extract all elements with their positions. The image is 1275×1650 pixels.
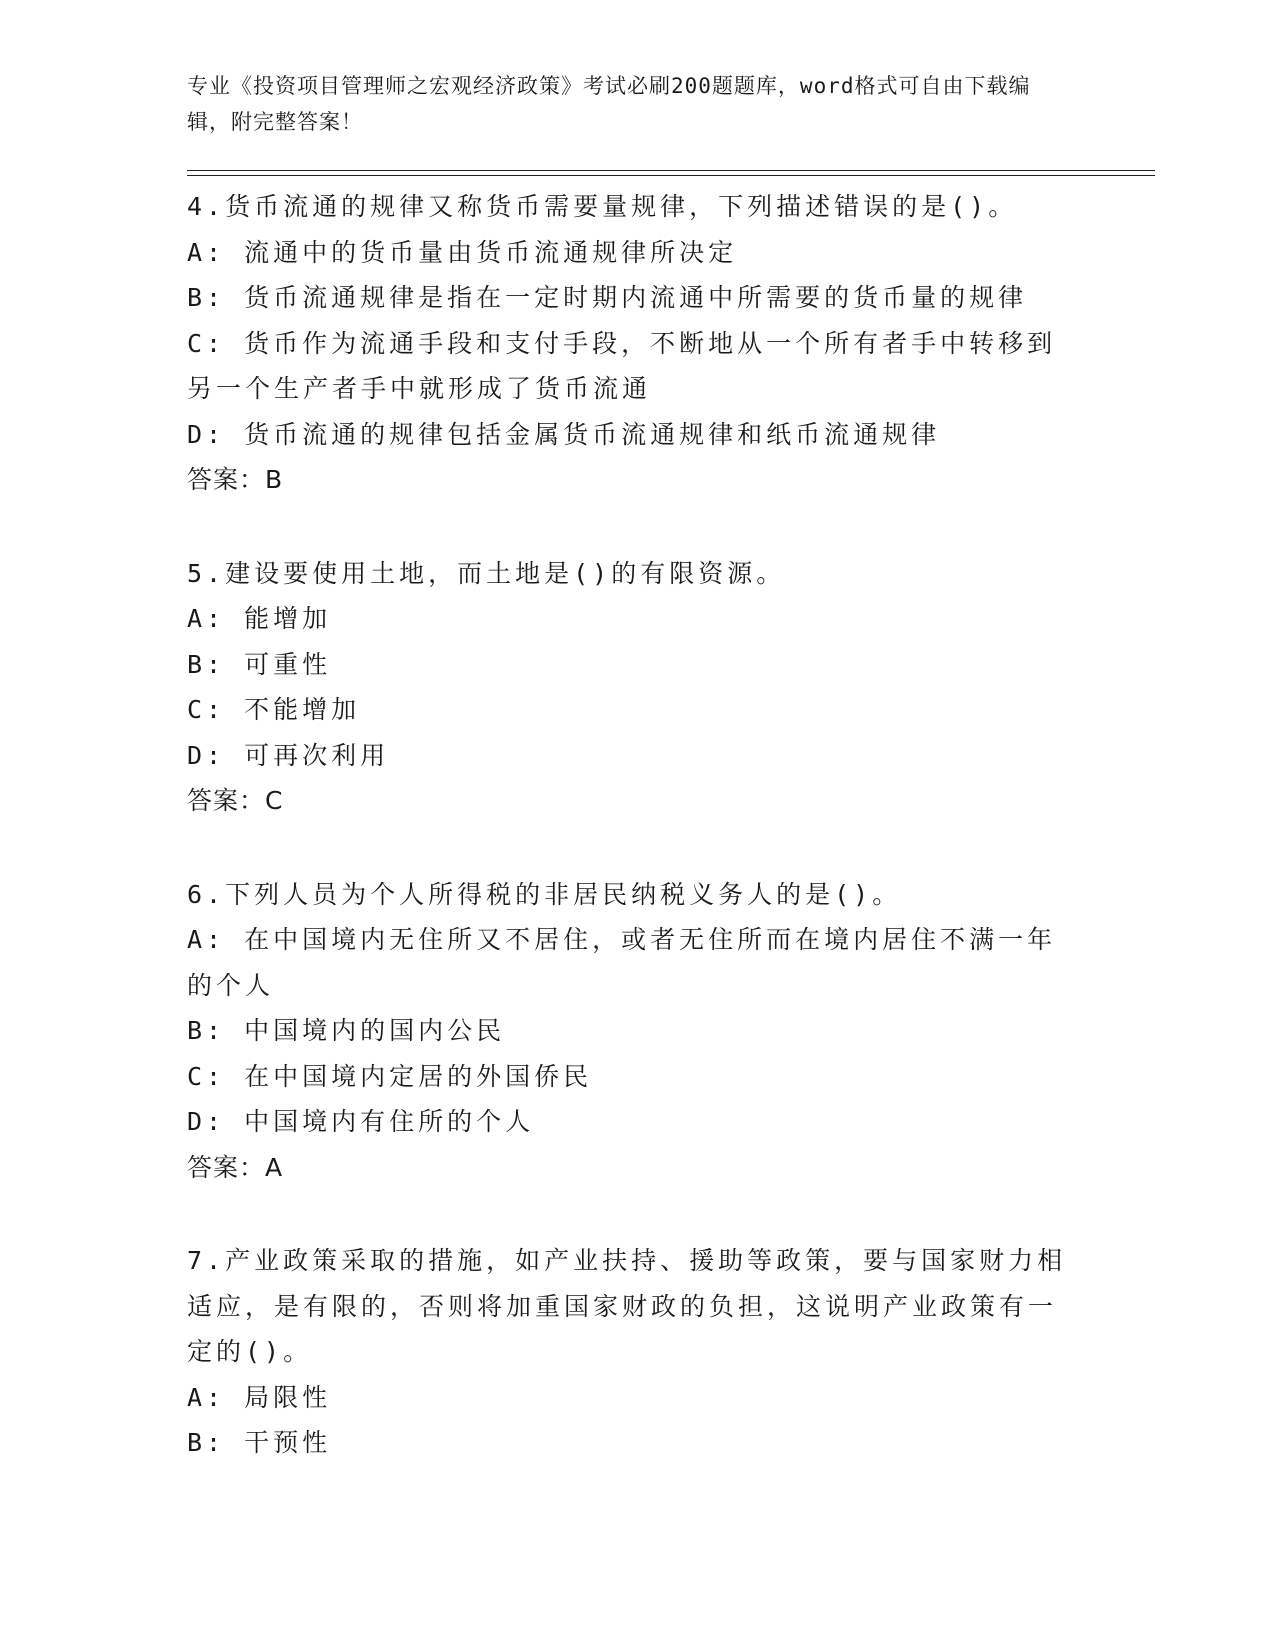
answer-line — [187, 1145, 1147, 1191]
question-list — [187, 184, 1147, 1466]
answer-line — [187, 457, 1147, 503]
option-c: C: 货币作为流通手段和支付手段，不断地从一个所有者手中转移到另一个生产者手中就形成了货币流通 — [187, 328, 1057, 403]
option-a: A: 局限性 — [187, 1382, 332, 1412]
answer-label: 答案： — [187, 465, 266, 494]
option-b: B: 干预性 — [187, 1428, 332, 1457]
question-5 — [187, 551, 1147, 824]
option-c: C: 在中国境内定居的外国侨民 — [187, 1061, 593, 1091]
answer-label: 答案： — [187, 786, 266, 815]
option-d: D: 货币流通的规律包括金属货币流通规律和纸币流通规律 — [187, 419, 941, 449]
option-c: C: 不能增加 — [187, 695, 361, 724]
question-7 — [187, 1238, 1147, 1466]
answer-value: A — [265, 1152, 283, 1182]
question-stem: 7.产业政策采取的措施，如产业扶持、援助等政策，要与国家财力相适应，是有限的，否则将加重国家财政的负担，这说明产业政策有一定的()。 — [187, 1246, 1067, 1366]
question-stem: 4.货币流通的规律又称货币需要量规律，下列描述错误的是()。 — [187, 192, 1018, 221]
question-6 — [187, 872, 1147, 1191]
option-b: B: 可重性 — [187, 649, 332, 679]
question-stem: 6.下列人员为个人所得税的非居民纳税义务人的是()。 — [187, 879, 902, 909]
header-divider — [187, 170, 1155, 176]
option-d: D: 可再次利用 — [187, 740, 390, 770]
question-stem: 5.建设要使用土地，而土地是()的有限资源。 — [187, 558, 786, 588]
answer-value: B — [265, 465, 283, 494]
option-a: A: 流通中的货币量由货币流通规律所决定 — [187, 237, 738, 267]
option-d: D: 中国境内有住所的个人 — [187, 1107, 535, 1136]
document-header: 专业《投资项目管理师之宏观经济政策》考试必刷200题题库，word格式可自由下载编辑，附完整答案！ — [187, 74, 1031, 134]
option-b: B: 货币流通规律是指在一定时期内流通中所需要的货币量的规律 — [187, 283, 1028, 312]
answer-label: 答案： — [187, 1152, 266, 1182]
document-page — [187, 68, 1147, 1514]
option-a: A: 在中国境内无住所又不居住，或者无住所而在境内居住不满一年的个人 — [187, 925, 1057, 1000]
question-4 — [187, 184, 1147, 503]
answer-value: C — [265, 786, 283, 815]
answer-line — [187, 778, 1147, 824]
option-a: A: 能增加 — [187, 604, 332, 633]
option-b: B: 中国境内的国内公民 — [187, 1016, 506, 1045]
